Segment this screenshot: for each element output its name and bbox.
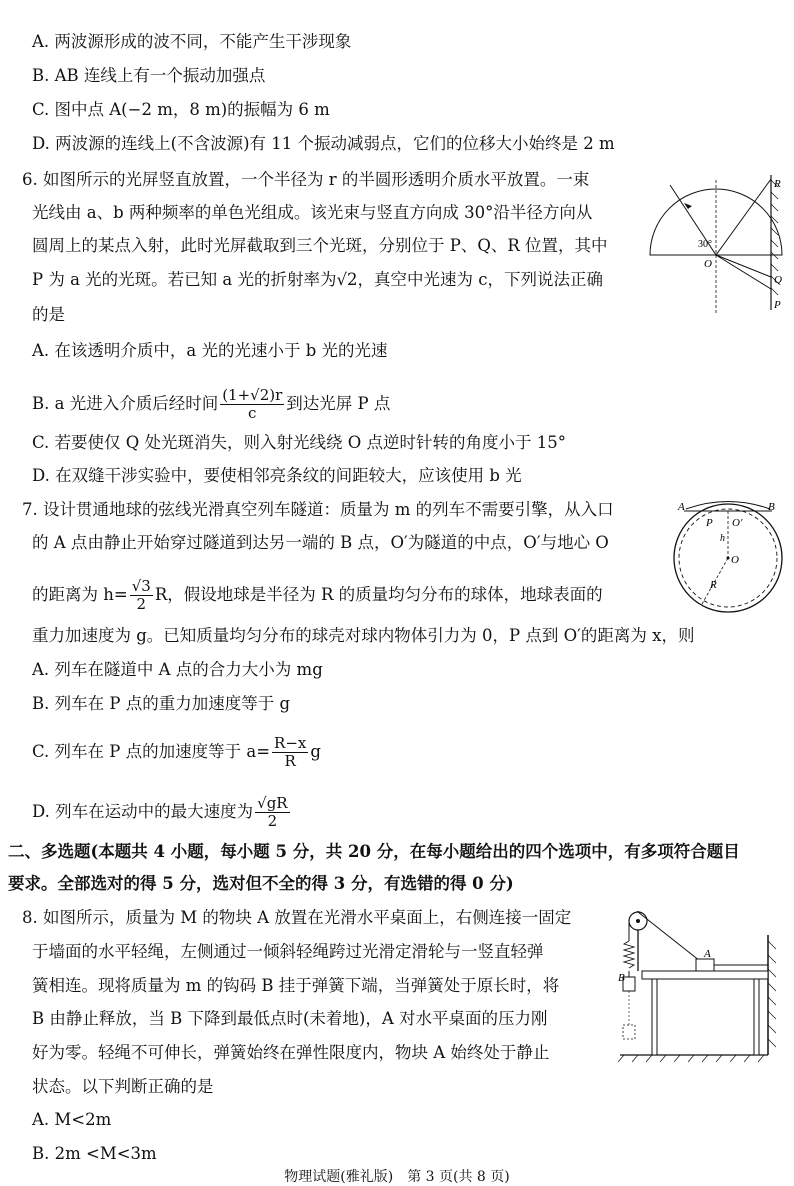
q7-stem-line3: 的距离为 h= $\frac{√3}{2}$ R，假设地球是半径为 R 的质量均匀分布的球体，地球表面的 xyxy=(32,577,603,613)
q6-label-r: R xyxy=(774,178,781,190)
q8-stem-line1: 8. 如图所示，质量为 M 的物块 A 放置在光滑水平桌面上，右侧连接一固定 xyxy=(22,908,572,927)
q7-label-h: h xyxy=(720,533,725,544)
q7-label-r: R xyxy=(710,579,717,591)
q8-stem-line2: 于墙面的水平轻绳，左侧通过一倾斜轻绳跨过光滑定滑轮与一竖直轻弹 xyxy=(32,942,544,961)
q7-label-b: B xyxy=(768,501,775,513)
q7-option-c: C. 列车在 P 点的加速度等于 a= $\frac{R-x}{R}$ g xyxy=(32,734,321,770)
q7-label-o-prime: O′ xyxy=(732,517,743,529)
section2-header-line1: 二、多选题(本题共 4 小题，每小题 5 分，共 20 分，在每小题给出的四个选项中，有多项符合题目 xyxy=(8,842,740,861)
q7-stem-line1: 7. 设计贯通地球的弦线光滑真空列车隧道：质量为 m 的列车不需要引擎，从入口 xyxy=(22,500,614,519)
q5-option-b: B. AB 连线上有一个振动加强点 xyxy=(32,66,266,85)
q5-option-a: A. 两波源形成的波不同，不能产生干涉现象 xyxy=(32,32,352,51)
q7-earth-tunnel-figure xyxy=(664,496,792,616)
q7-label-o: O xyxy=(731,554,739,566)
q8-stem-line3: 簧相连。现将质量为 m 的钩码 B 挂于弹簧下端，当弹簧处于原长时，将 xyxy=(32,976,560,995)
q5-option-c: C. 图中点 A(−2 m，8 m)的振幅为 6 m xyxy=(32,100,330,119)
q8-option-b: B. 2m <M<3m xyxy=(32,1144,157,1163)
q6-stem-line5: 的是 xyxy=(32,305,65,324)
q6-option-c: C. 若要使仅 Q 处光斑消失，则入射光线绕 O 点逆时针转的角度小于 15° xyxy=(32,433,567,452)
q7-option-b: B. 列车在 P 点的重力加速度等于 g xyxy=(32,694,291,713)
q6-b-fraction: $\frac{(1+√2)r}{c}$ xyxy=(222,386,283,422)
q6-label-p: P xyxy=(774,299,781,311)
q6-stem-line4: P 为 a 光的光斑。若已知 a 光的折射率为√2，真空中光速为 c，下列说法正确 xyxy=(32,270,603,289)
q6-stem-line3: 圆周上的某点入射，此时光屏截取到三个光斑，分别位于 P、Q、R 位置，其中 xyxy=(32,236,608,255)
q8-pulley-figure xyxy=(618,905,788,1063)
q6-option-a: A. 在该透明介质中，a 光的光速小于 b 光的光速 xyxy=(32,341,388,360)
q7-h-fraction: $\frac{√3}{2}$ xyxy=(131,577,151,613)
q6-optics-figure xyxy=(638,165,788,315)
q6-option-b: B. a 光进入介质后经时间 $\frac{(1+√2)r}{c}$ 到达光屏 P 点 xyxy=(32,386,391,422)
q6-label-o: O xyxy=(704,258,712,270)
q8-option-a: A. M<2m xyxy=(32,1110,112,1129)
q7-option-d: D. 列车在运动中的最大速度为 $\frac{√gR}{2}$ xyxy=(32,794,288,830)
q8-stem-line5: 好为零。轻绳不可伸长，弹簧始终在弹性限度内，物块 A 始终处于静止 xyxy=(32,1043,550,1062)
q6-label-q: Q xyxy=(774,274,782,286)
q6-option-d: D. 在双缝干涉实验中，要使相邻亮条纹的间距较大，应该使用 b 光 xyxy=(32,466,522,485)
q6-stem-line1: 6. 如图所示的光屏竖直放置，一个半径为 r 的半圆形透明介质水平放置。一束 xyxy=(22,170,590,189)
q5-option-d: D. 两波源的连线上(不含波源)有 11 个振动减弱点，它们的位移大小始终是 2 m xyxy=(32,134,615,153)
q8-label-b: B xyxy=(618,972,625,984)
q7-stem-line2: 的 A 点由静止开始穿过隧道到达另一端的 B 点，O′为隧道的中点，O′与地心 O xyxy=(32,533,609,552)
q7-label-p: P xyxy=(706,517,713,529)
q8-stem-line6: 状态。以下判断正确的是 xyxy=(32,1077,214,1096)
q7-stem-line4: 重力加速度为 g。已知质量均匀分布的球壳对球内物体引力为 0，P 点到 O′的距离为 x，则 xyxy=(32,626,695,645)
q7-label-a: A xyxy=(678,501,685,513)
q8-label-a: A xyxy=(704,948,711,960)
q8-stem-line4: B 由静止释放，当 B 下降到最低点时(未着地)，A 对水平桌面的压力刚 xyxy=(32,1009,548,1028)
q7-c-fraction: $\frac{R-x}{R}$ xyxy=(274,734,307,770)
q6-stem-line2: 光线由 a、b 两种频率的单色光组成。该光束与竖直方向成 30°沿半径方向从 xyxy=(32,203,593,222)
q6-angle-label: 30° xyxy=(698,239,712,250)
section2-header-line2: 要求。全部选对的得 5 分，选对但不全的得 3 分，有选错的得 0 分) xyxy=(8,874,514,893)
q7-option-a: A. 列车在隧道中 A 点的合力大小为 mg xyxy=(32,660,323,679)
page-footer: 物理试题(雅礼版) 第 3 页(共 8 页) xyxy=(284,1169,510,1185)
q7-d-fraction: $\frac{√gR}{2}$ xyxy=(257,794,288,830)
